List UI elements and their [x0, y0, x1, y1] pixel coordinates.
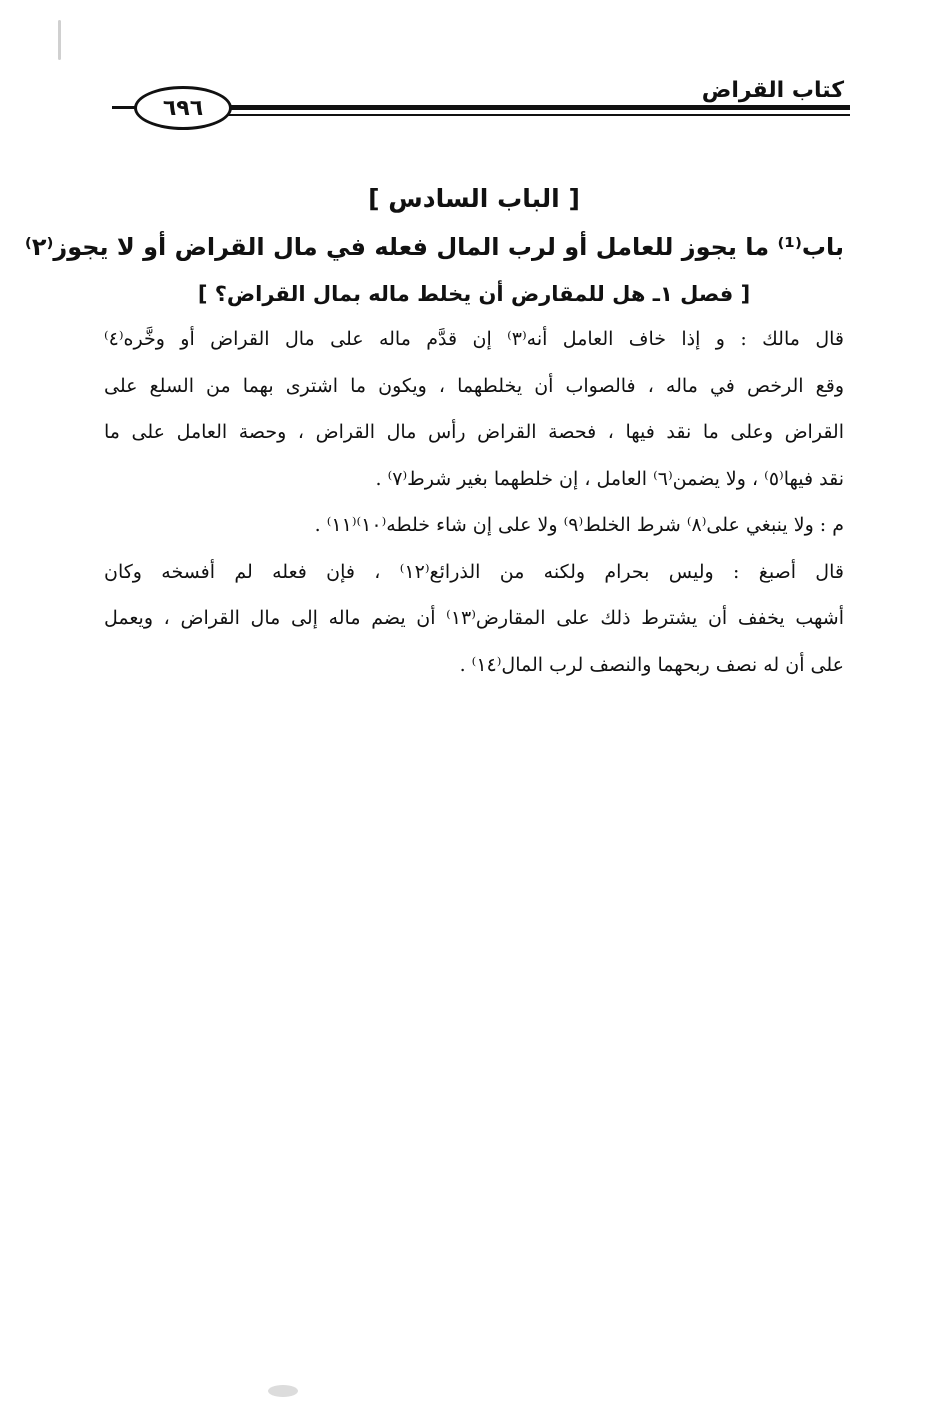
paragraph-asbagh — [104, 549, 844, 689]
page-number-text: ٦٩٦ — [162, 95, 204, 121]
section-heading: باب⁽¹⁾ ما يجوز للعامل أو لرب المال فعله في مال القراض أو لا يجوز⁽٢⁾ — [24, 233, 844, 261]
text-line: على أن له نصف ربحهما والنصف لرب المال⁽١٤⁾ . — [459, 653, 844, 676]
text-line: القراض وعلى ما نقد فيها ، فحصة القراض رأس مال القراض ، وحصة العامل على ما — [104, 421, 844, 443]
book-title: كتاب القراض — [701, 78, 844, 103]
header-rule-thin — [208, 114, 850, 116]
paragraph-mim — [104, 502, 844, 549]
subsection-heading: [ فصل ١ـ هل للمقارض أن يخلط ماله بمال القراض؟ ] — [197, 282, 751, 306]
text-line: قال مالك : و إذا خاف العامل أنه⁽٣⁾ إن قدَّم ماله على مال القراض أو وخَّره⁽٤⁾ — [104, 328, 844, 350]
header-rule-thick — [208, 105, 850, 110]
text-line: وقع الرخص في ماله ، فالصواب أن يخلطهما ، ويكون ما اشترى بهما من السلع على — [104, 374, 844, 397]
text-line: نقد فيها⁽٥⁾ ، ولا يضمن⁽٦⁾ العامل ، إن خلطهما بغير شرط⁽٧⁾ . — [375, 467, 844, 490]
paragraph-malik — [104, 316, 844, 502]
text-line: قال أصبغ : وليس بحرام ولكنه من الذرائع⁽١٢⁾ ، فإن فعله لم أفسخه وكان — [104, 560, 844, 583]
page-number — [134, 86, 232, 130]
scan-speck — [58, 20, 61, 60]
running-header — [112, 80, 854, 130]
text-line: أشهب يخفف أن يشترط ذلك على المقارض⁽١٣⁾ أن يضم ماله إلى مال القراض ، ويعمل — [104, 607, 844, 629]
chapter-heading: [ الباب السادس ] — [368, 184, 580, 213]
scan-speck — [268, 1385, 298, 1397]
page-body — [24, 176, 844, 688]
text-line: م : ولا ينبغي على⁽٨⁾ شرط الخلط⁽٩⁾ ولا على إن شاء خلطه⁽١٠⁾⁽١١⁾ . — [314, 514, 844, 536]
